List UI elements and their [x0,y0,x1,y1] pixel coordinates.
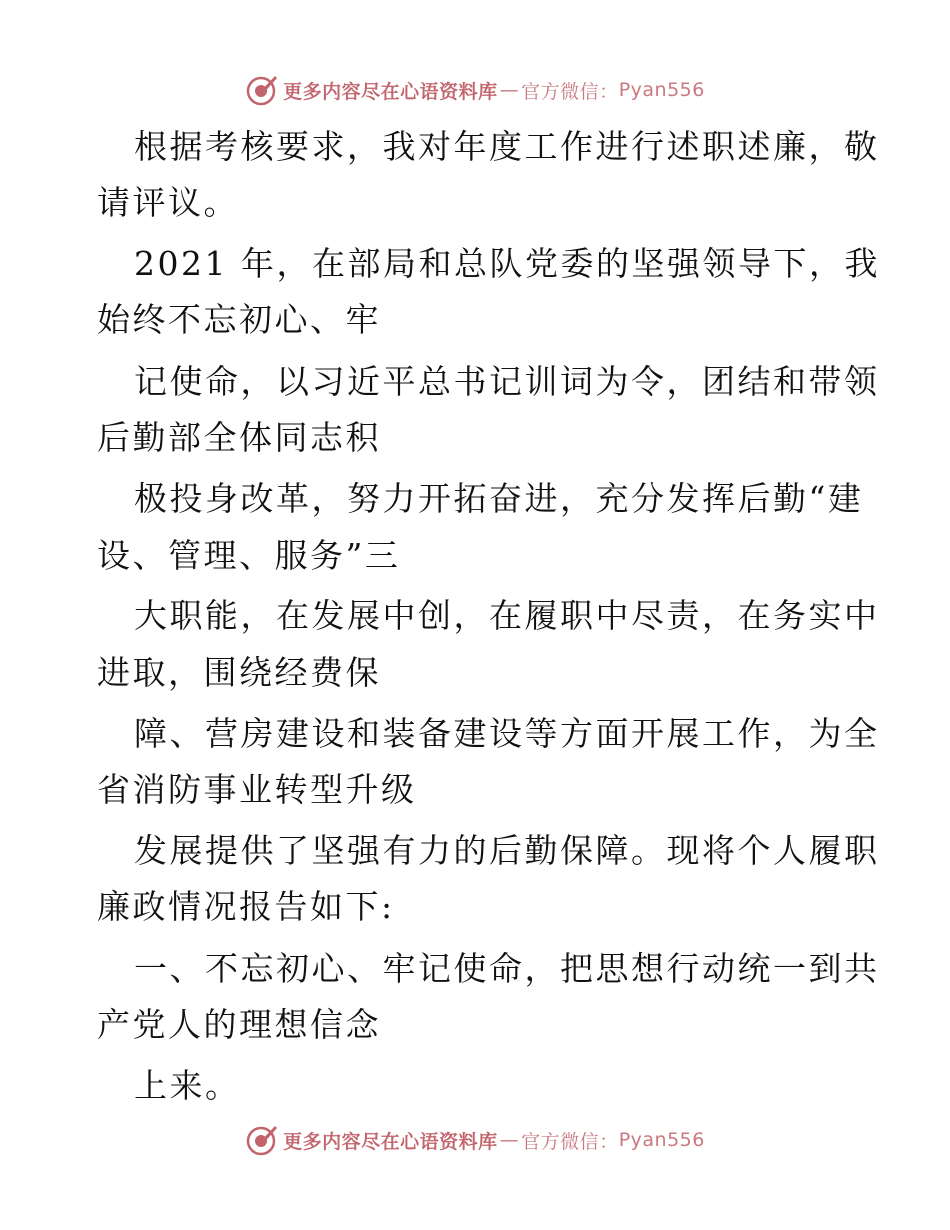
watermark-dash: — [499,1129,520,1151]
text-line: 上来。 [134,1066,241,1105]
watermark-label: 官方微信： [521,1130,619,1153]
text-line: 请评议。 [97,183,239,222]
text-line: 省消防事业转型升级 [97,770,417,809]
watermark-dash: — [499,79,520,101]
text-line: 进取，围绕经费保 [97,653,381,692]
quill-pen-seal-icon [245,1123,279,1157]
watermark-account: Pyan556 [618,1129,705,1151]
footer-watermark [0,1120,950,1160]
text-line: 设、管理、服务”三 [97,536,401,575]
text-line: 2021 年，在部局和总队党委的坚强领导下，我 [134,244,880,283]
text-line: 障、营房建设和装备建设等方面开展工作，为全 [134,714,880,753]
text-line: 始终不忘初心、牢 [97,300,381,339]
text-line: 根据考核要求，我对年度工作进行述职述廉，敬 [134,127,880,166]
text-line: 后勤部全体同志积 [97,418,381,457]
text-line: 发展提供了坚强有力的后勤保障。现将个人履职 [134,831,880,870]
text-line: 产党人的理想信念 [97,1005,381,1044]
text-line: 一、不忘初心、牢记使命，把思想行动统一到共 [134,949,880,988]
text-line: 极投身改革，努力开拓奋进，充分发挥后勤“建 [134,479,864,518]
text-line: 记使命，以习近平总书记训词为令，团结和带领 [134,362,880,401]
text-line: 大职能，在发展中创，在履职中尽责，在务实中 [134,596,880,635]
watermark-brand: 更多内容尽在心语资料库 [283,80,498,103]
watermark-brand: 更多内容尽在心语资料库 [283,1130,498,1153]
text-line: 廉政情况报告如下: [97,887,395,926]
watermark-label: 官方微信： [521,80,619,103]
watermark-account: Pyan556 [618,79,705,101]
